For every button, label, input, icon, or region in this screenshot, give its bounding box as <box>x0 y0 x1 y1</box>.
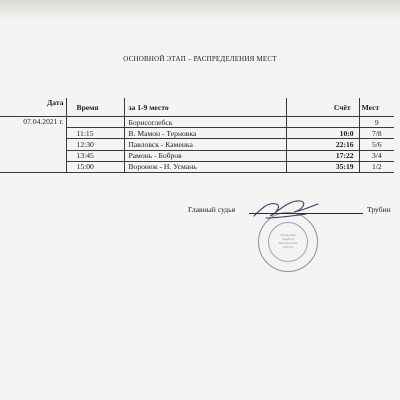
cell-match: Борисоглебск <box>125 117 287 128</box>
table-row <box>0 117 394 128</box>
cell-score <box>287 117 359 128</box>
cell-place: 1/2 <box>359 161 394 172</box>
scan-shadow <box>0 0 400 20</box>
cell-score: 10:0 <box>287 128 359 139</box>
cell-match: Рамонь - Бобров <box>125 150 287 161</box>
header-date: Дата <box>0 98 66 117</box>
cell-place: 9 <box>359 117 394 128</box>
cell-place: 7/8 <box>359 128 394 139</box>
header-match: за 1-9 место <box>125 98 287 117</box>
cell-time: 12:30 <box>66 139 125 150</box>
seal-text-line: области <box>282 244 294 249</box>
seal-text-line: гандбола <box>281 237 295 242</box>
cell-place: 5/6 <box>359 139 394 150</box>
cell-time: 15:00 <box>66 161 125 172</box>
cell-match: Воронеж - Н. Усмань <box>125 161 287 172</box>
seal-text-line: Федерация <box>280 233 296 238</box>
header-score: Счёт <box>287 98 359 117</box>
seal-text-line: Воронежской <box>278 241 298 245</box>
results-table <box>0 98 394 173</box>
cell-time: 13:45 <box>66 150 125 161</box>
header-time: Время <box>66 98 125 117</box>
cell-match: Павловск - Каменка <box>125 139 287 150</box>
cell-time <box>66 117 125 128</box>
judge-name: Трубин <box>367 205 391 214</box>
cell-score: 35:19 <box>287 161 359 172</box>
table-header-row <box>0 98 394 117</box>
document-title: ОСНОВНОЙ ЭТАП – РАСПРЕДЕЛЕНИЯ МЕСТ <box>123 55 277 63</box>
cell-score: 17:22 <box>287 150 359 161</box>
cell-date: 07.04.2021 г. <box>0 117 66 173</box>
cell-time: 11:15 <box>66 128 125 139</box>
cell-place: 3/4 <box>359 150 394 161</box>
signature-mark <box>248 192 328 228</box>
cell-score: 22:16 <box>287 139 359 150</box>
judge-label: Главный судья <box>188 205 236 214</box>
header-place: Мест <box>359 98 394 117</box>
cell-match: В. Мамон - Терновка <box>125 128 287 139</box>
signature-line <box>249 213 363 214</box>
seal-inner-ring <box>268 222 308 262</box>
